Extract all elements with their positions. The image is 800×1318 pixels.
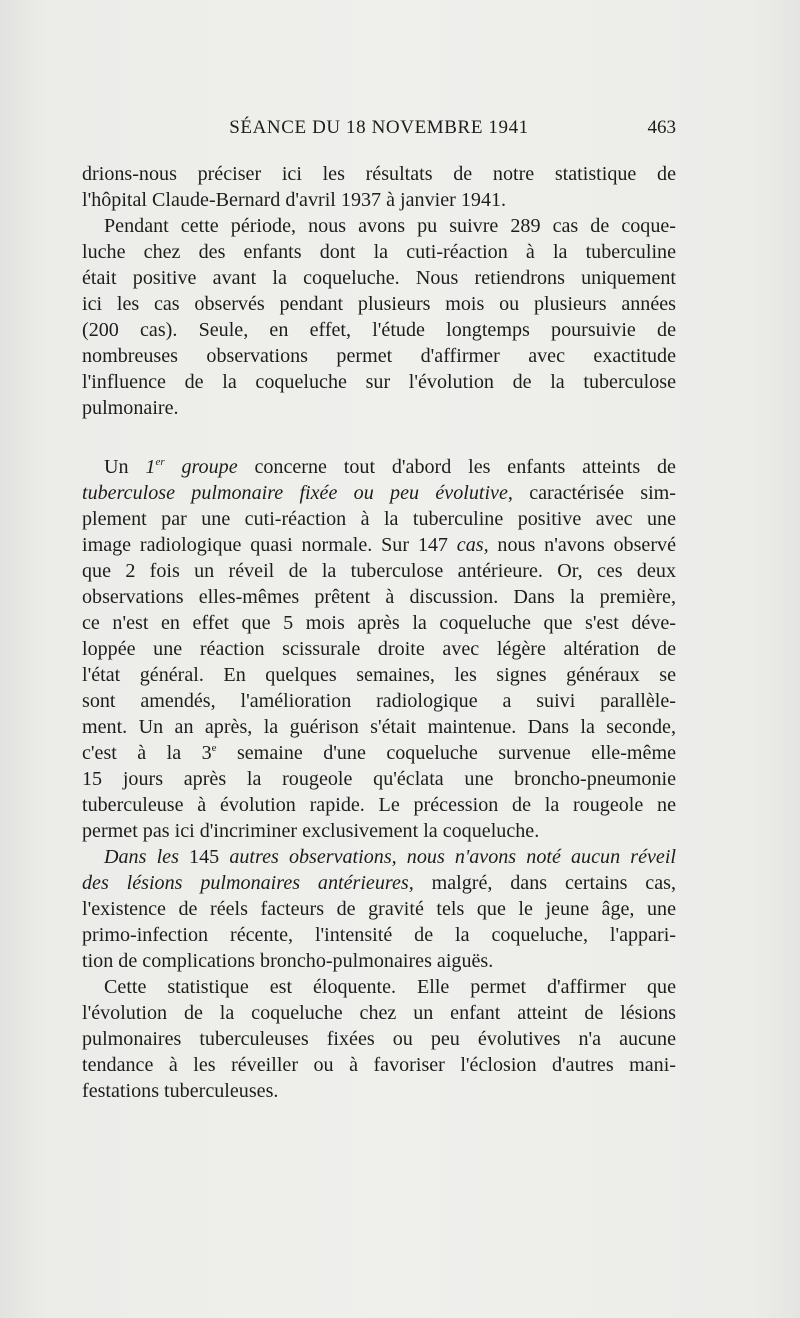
text-line: l'influence de la coqueluche sur l'évolution de la tuberculose — [82, 371, 676, 393]
paragraph-3 — [82, 454, 676, 844]
text-line: était positive avant la coqueluche. Nous retiendrons uniquement — [82, 267, 676, 289]
text-line: drions-nous préciser ici les résultats de notre statistique de — [82, 163, 676, 185]
text-line — [82, 870, 676, 896]
text-span: caractérisée sim- — [512, 482, 676, 504]
page-header — [82, 117, 676, 145]
text-line: observations elles-mêmes prêtent à discussion. Dans la première, — [82, 586, 676, 608]
text-line: Cette statistique est éloquente. Elle permet d'affirmer que — [104, 976, 676, 998]
text-line: l'état général. En quelques semaines, les signes généraux se — [82, 664, 676, 686]
text-line — [82, 740, 676, 766]
text-line: l'évolution de la coqueluche chez un enfant atteint de lésions — [82, 1002, 676, 1024]
italic-text: Dans les — [104, 846, 190, 868]
text-span: concerne tout d'abord les enfants atteints de — [237, 456, 676, 478]
text-line: loppée une réaction scissurale droite avec légère altération de — [82, 638, 676, 660]
text-line — [82, 844, 676, 870]
italic-span: groupe — [164, 456, 238, 478]
running-head: SÉANCE DU 18 NOVEMBRE 1941 — [229, 117, 529, 138]
paragraph-2 — [82, 213, 676, 421]
text-span: semaine d'une coqueluche survenue elle-même — [216, 742, 676, 764]
italic-text: cas, — [456, 534, 489, 556]
text-line: luche chez des enfants dont la cuti-réaction à la tuberculine — [82, 241, 676, 263]
text-span: image radiologique quasi normale. Sur 147 — [82, 534, 457, 556]
superscript: e — [211, 742, 217, 754]
italic-text — [145, 456, 237, 478]
text-line — [82, 480, 676, 506]
text-line: permet pas ici d'incriminer exclusivement la coqueluche. — [82, 820, 540, 842]
text-span: c'est à la 3 — [82, 742, 212, 764]
page-number: 463 — [647, 117, 676, 138]
text-line: que 2 fois un réveil de la tuberculose antérieure. Or, ces deux — [82, 560, 676, 582]
italic-text: des lésions pulmonaires antérieures, — [82, 872, 414, 894]
ordinal-number: 1 — [145, 456, 156, 478]
paragraph-4 — [82, 844, 676, 974]
text-line — [82, 532, 676, 558]
text-line: 15 jours après la rougeole qu'éclata une broncho-pneumonie — [82, 768, 676, 790]
section-gap — [82, 421, 676, 454]
superscript: er — [155, 456, 165, 468]
text-line: pulmonaire. — [82, 397, 179, 419]
text-line — [82, 454, 676, 480]
italic-text: autres observations, nous n'avons noté aucun réveil — [219, 846, 676, 868]
text-line: ce n'est en effet que 5 mois après la coqueluche que s'est déve- — [82, 612, 676, 634]
text-line: tendance à les réveiller ou à favoriser l'éclosion d'autres mani- — [82, 1054, 676, 1076]
text-line: l'hôpital Claude-Bernard d'avril 1937 à janvier 1941. — [82, 189, 507, 211]
paragraph-1 — [82, 161, 676, 213]
text-line: plement par une cuti-réaction à la tuberculine positive avec une — [82, 508, 676, 530]
text-line: l'existence de réels facteurs de gravité tels que le jeune âge, une — [82, 898, 676, 920]
italic-text: tuberculose pulmonaire fixée ou peu évolutive, — [82, 482, 513, 504]
text-line: festations tuberculeuses. — [82, 1080, 279, 1102]
paragraph-5 — [82, 974, 676, 1104]
text-line: nombreuses observations permet d'affirmer avec exactitude — [82, 345, 676, 367]
body-text — [82, 161, 676, 1104]
text-line: Pendant cette période, nous avons pu suivre 289 cas de coque- — [104, 215, 676, 237]
number: 145 — [189, 846, 220, 868]
text-line: (200 cas). Seule, en effet, l'étude longtemps poursuivie de — [82, 319, 676, 341]
text-line: ment. Un an après, la guérison s'était maintenue. Dans la seconde, — [82, 716, 676, 738]
text-line: primo-infection récente, l'intensité de la coqueluche, l'appari- — [82, 924, 676, 946]
text-span: malgré, dans certains cas, — [413, 872, 676, 894]
text-line: tion de complications broncho-pulmonaires aiguës. — [82, 950, 494, 972]
text-span: nous n'avons observé — [488, 534, 676, 556]
text-line: ici les cas observés pendant plusieurs mois ou plusieurs années — [82, 293, 676, 315]
text-line: pulmonaires tuberculeuses fixées ou peu évolutives n'a aucune — [82, 1028, 676, 1050]
text-span: Un — [104, 456, 146, 478]
text-line: sont amendés, l'amélioration radiologique a suivi parallèle- — [82, 690, 676, 712]
text-line: tuberculeuse à évolution rapide. Le précession de la rougeole ne — [82, 794, 676, 816]
